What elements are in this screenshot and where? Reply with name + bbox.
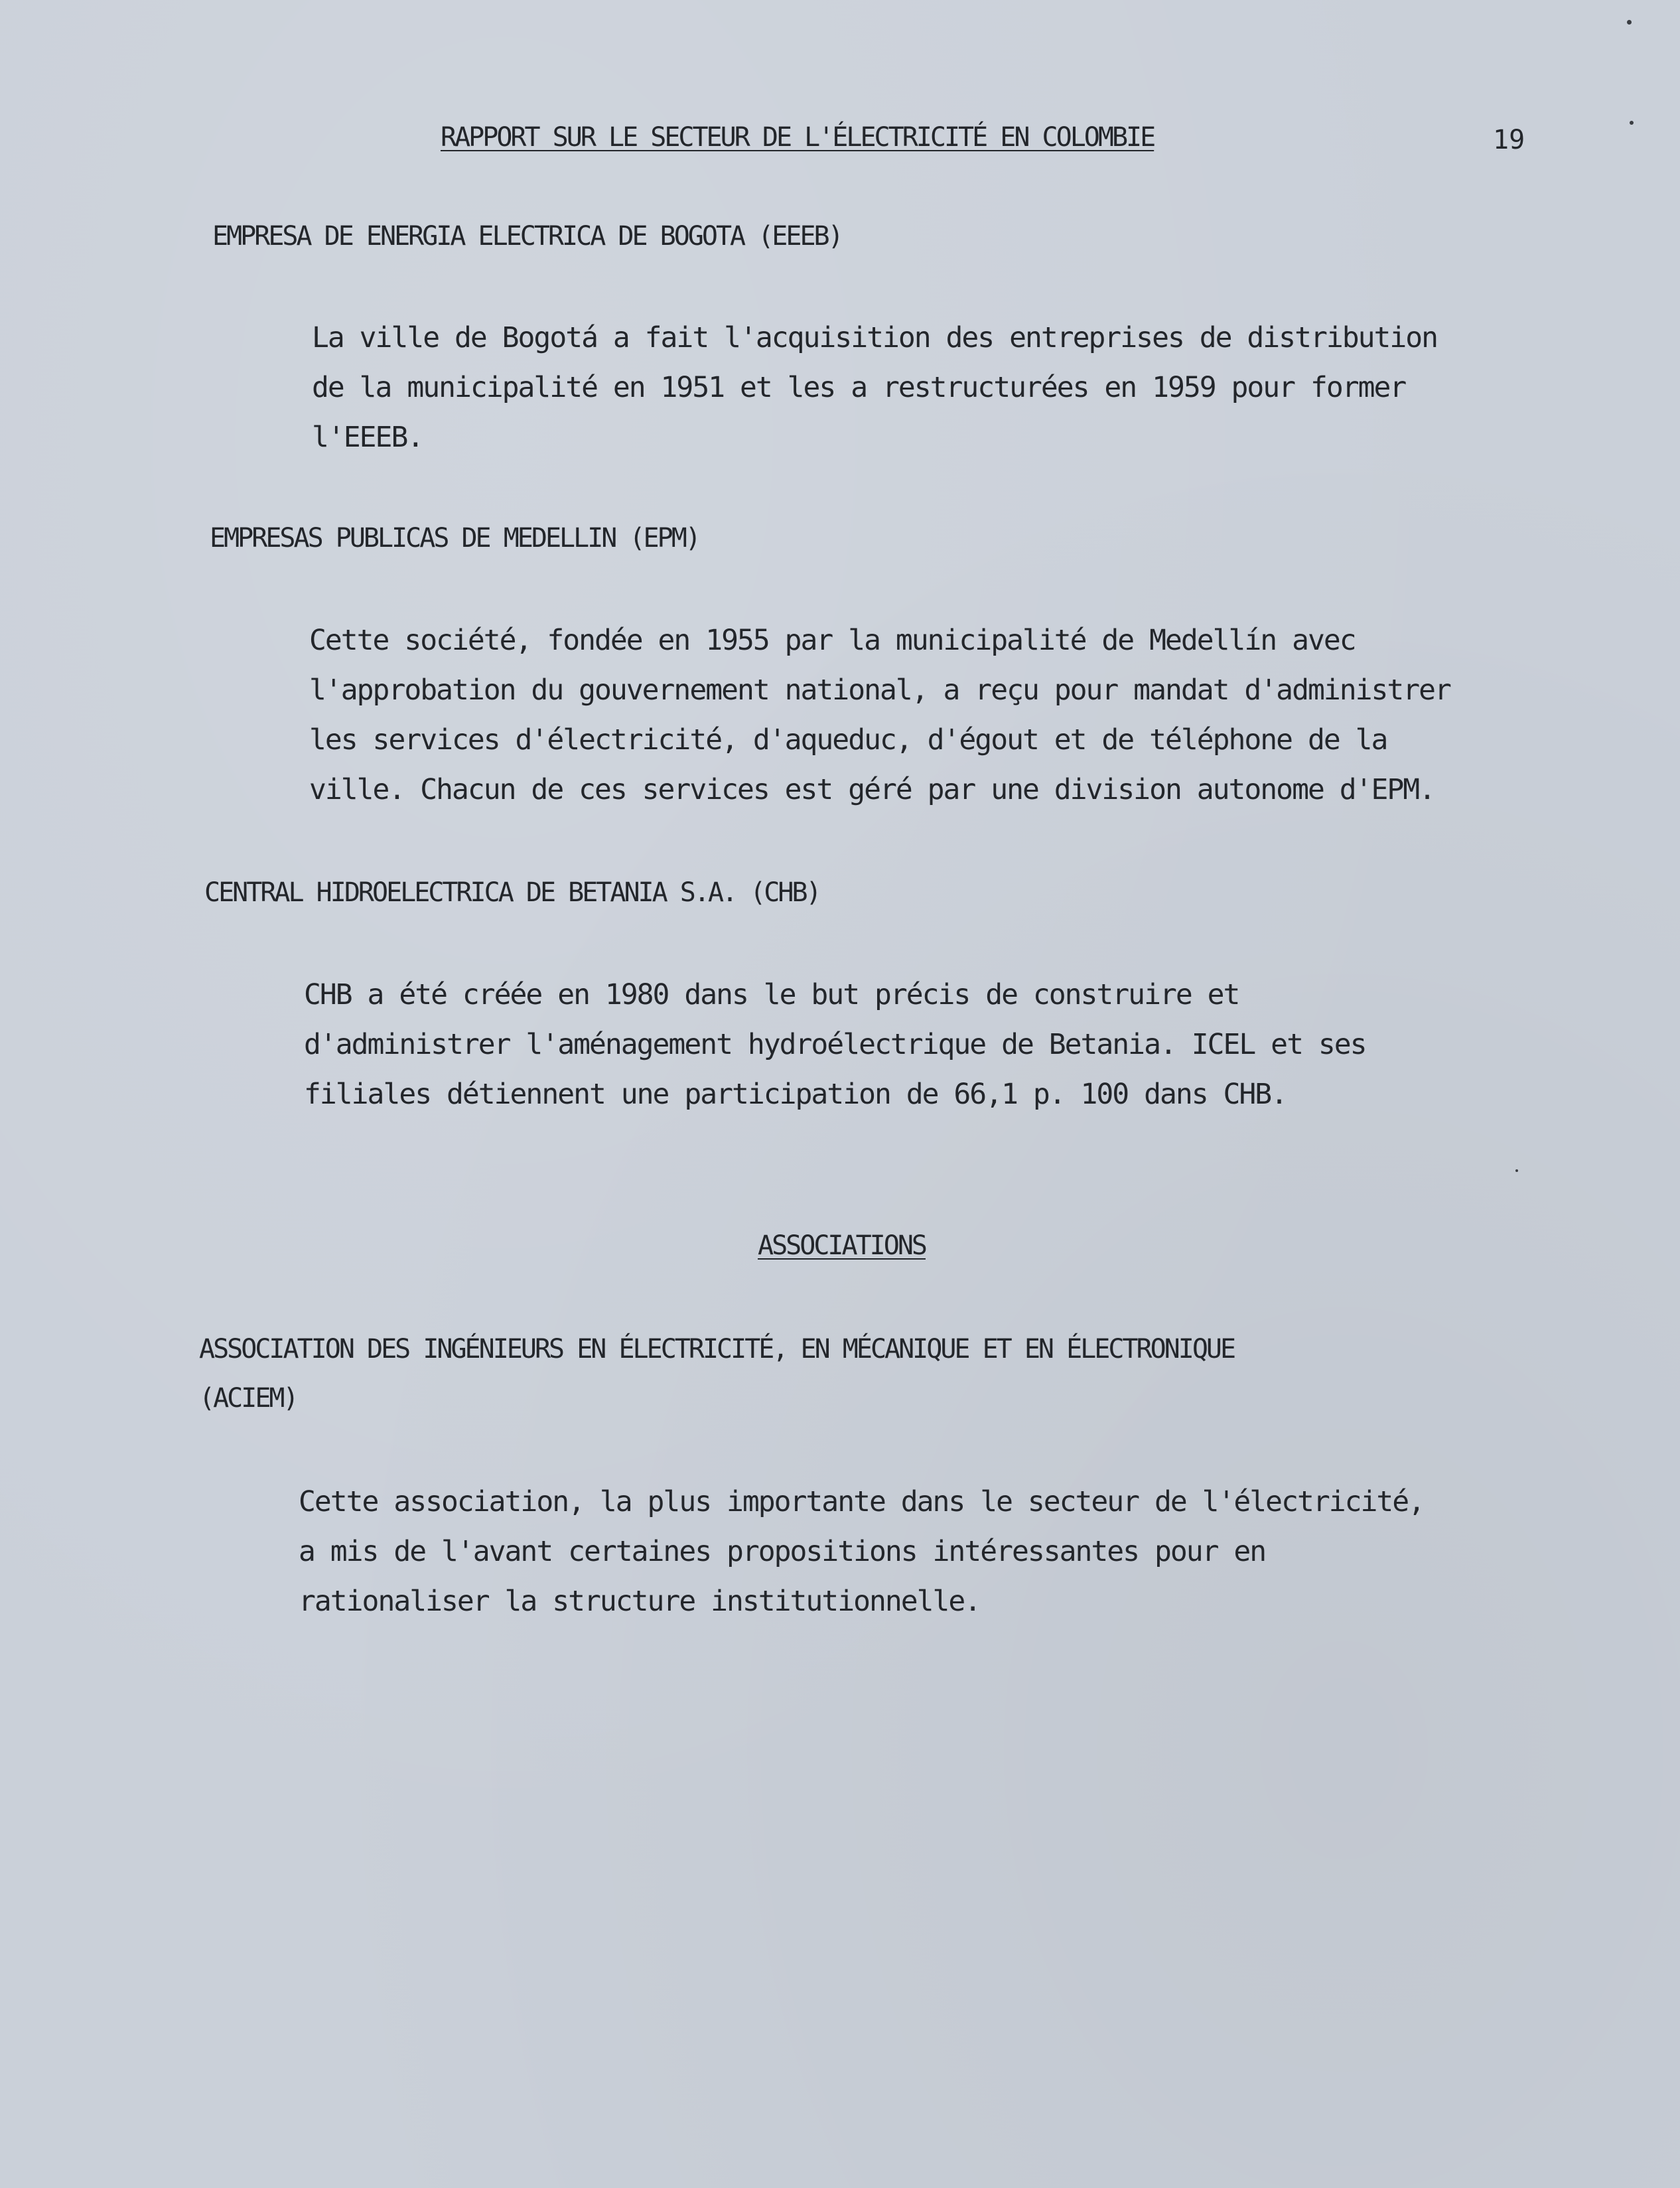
paragraph-line: Cette association, la plus importante dans le secteur de l'électricité, bbox=[299, 1485, 1425, 1518]
section-title: ASSOCIATIONS bbox=[758, 1230, 926, 1261]
paragraph-line: rationaliser la structure institutionnelle. bbox=[299, 1585, 981, 1618]
heading-epm: EMPRESAS PUBLICAS DE MEDELLIN (EPM) bbox=[210, 523, 699, 553]
paragraph-line: CHB a été créée en 1980 dans le but précis de construire et bbox=[304, 978, 1239, 1011]
paragraph-line: La ville de Bogotá a fait l'acquisition des entreprises de distribution bbox=[312, 321, 1438, 354]
paragraph-line: d'administrer l'aménagement hydroélectrique de Betania. ICEL et ses bbox=[304, 1028, 1366, 1061]
paragraph-epm bbox=[309, 616, 1450, 815]
paragraph-line: filiales détiennent une participation de 66,1 p. 100 dans CHB. bbox=[304, 1078, 1287, 1111]
paragraph-line: les services d'électricité, d'aqueduc, d'égout et de téléphone de la bbox=[309, 723, 1387, 757]
paragraph-aciem bbox=[299, 1477, 1424, 1627]
scan-speck bbox=[1627, 20, 1632, 25]
scan-speck bbox=[1630, 121, 1634, 125]
paragraph-chb bbox=[304, 970, 1366, 1120]
paragraph-eeeb bbox=[312, 313, 1437, 463]
paragraph-line: a mis de l'avant certaines propositions intéressantes pour en bbox=[299, 1535, 1266, 1568]
paragraph-line: l'approbation du gouvernement national, a reçu pour mandat d'administrer bbox=[309, 674, 1450, 707]
heading-eeeb: EMPRESA DE ENERGIA ELECTRICA DE BOGOTA (EEEB) bbox=[212, 221, 842, 252]
heading-chb: CENTRAL HIDROELECTRICA DE BETANIA S.A. (CHB) bbox=[204, 877, 820, 908]
paragraph-line: de la municipalité en 1951 et les a restructurées en 1959 pour former bbox=[312, 371, 1406, 404]
running-title: RAPPORT SUR LE SECTEUR DE L'ÉLECTRICITÉ EN COLOMBIE bbox=[441, 122, 1155, 153]
page-number: 19 bbox=[1493, 125, 1525, 155]
heading-aciem-line2: (ACIEM) bbox=[199, 1383, 297, 1414]
scan-speck bbox=[1515, 1169, 1518, 1172]
paragraph-line: ville. Chacun de ces services est géré par une division autonome d'EPM. bbox=[309, 773, 1435, 806]
paragraph-line: l'EEEB. bbox=[312, 421, 423, 454]
paragraph-line: Cette société, fondée en 1955 par la municipalité de Medellín avec bbox=[309, 624, 1356, 657]
heading-aciem-line1: ASSOCIATION DES INGÉNIEURS EN ÉLECTRICITÉ, EN MÉCANIQUE ET EN ÉLECTRONIQUE bbox=[199, 1334, 1235, 1364]
